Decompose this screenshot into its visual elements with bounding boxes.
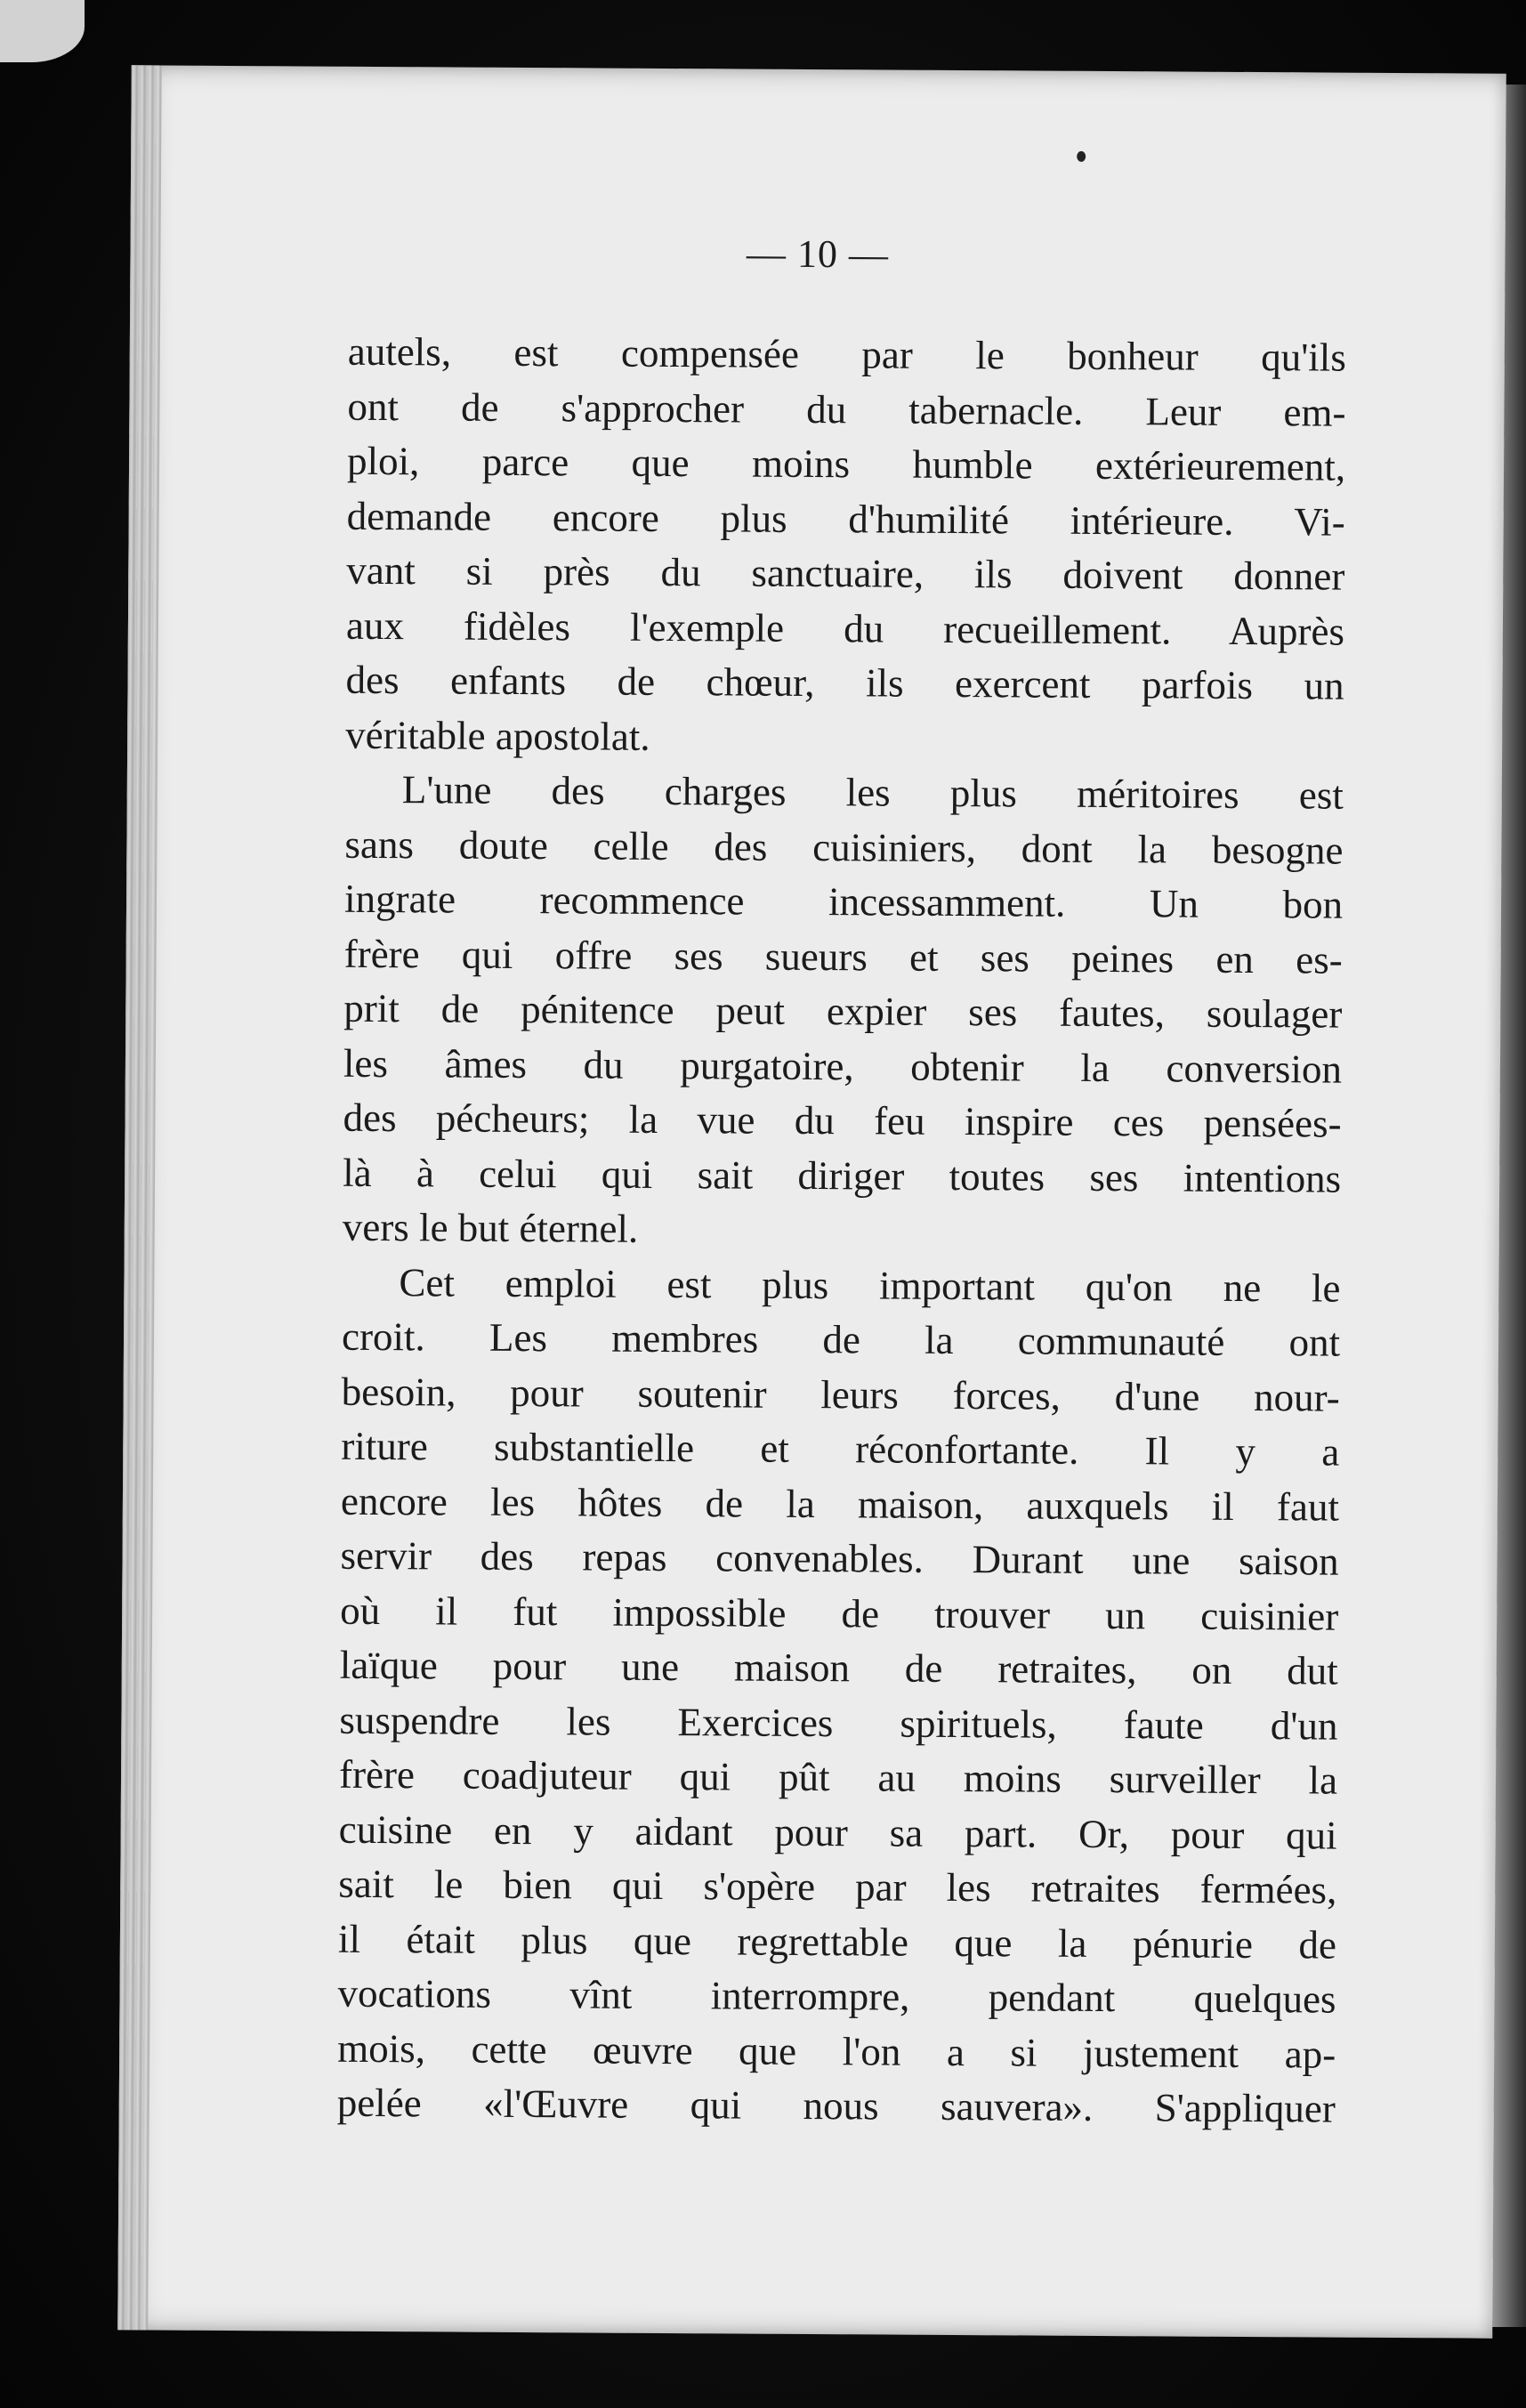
- text-line: autels, est compensée par le bonheur qu'ils: [347, 328, 1346, 380]
- text-line: prit de pénitence peut expier ses fautes, soulager: [343, 985, 1343, 1037]
- text-line: Cet emploi est plus important qu'on ne le: [399, 1259, 1341, 1311]
- page-number: — 10 —: [746, 231, 890, 277]
- text-line: véritable apostolat.: [345, 712, 650, 759]
- text-line: aux fidèles l'exemple du recueillement. Auprès: [345, 602, 1345, 654]
- text-line: riture substantielle et réconfortante. Il y a: [341, 1423, 1340, 1475]
- text-line: suspendre les Exercices spirituels, faute d'un: [339, 1697, 1338, 1749]
- text-line: vant si près du sanctuaire, ils doivent donner: [346, 547, 1345, 599]
- text-line: là à celui qui sait diriger toutes ses intentions: [343, 1150, 1342, 1201]
- text-line: des pécheurs; la vue du feu inspire ces pensées-: [343, 1095, 1342, 1146]
- text-line: servir des repas convenables. Durant une saison: [340, 1532, 1339, 1584]
- paragraph-3: [337, 1255, 1341, 2137]
- text-line: vocations vînt interrompre, pendant quelques: [337, 1970, 1336, 2022]
- text-line: sans doute celle des cuisiniers, dont la besogne: [344, 821, 1344, 873]
- text-line: L'une des charges les plus méritoires est: [401, 767, 1344, 818]
- text-line: des enfants de chœur, ils exercent parfois un: [345, 657, 1344, 708]
- text-line: les âmes du purgatoire, obtenir la conversion: [343, 1040, 1343, 1092]
- text-line: frère coadjuteur qui pût au moins surveiller la: [338, 1751, 1338, 1803]
- text-line: il était plus que regrettable que la pénurie de: [337, 1916, 1337, 1968]
- text-line: laïque pour une maison de retraites, on dut: [339, 1642, 1338, 1693]
- text-line: demande encore plus d'humilité intérieure. Vi-: [346, 493, 1345, 545]
- text-line: mois, cette œuvre que l'on a si justement ap-: [337, 2025, 1336, 2077]
- body-text: [337, 325, 1346, 2137]
- text-line: sait le bien qui s'opère par les retraites fermées,: [338, 1861, 1337, 1912]
- text-line: frère qui offre ses sueurs et ses peines en es-: [343, 931, 1343, 982]
- text-line: pelée «l'Œuvre qui nous sauvera». S'appliquer: [336, 2080, 1336, 2131]
- paragraph-1: [345, 325, 1346, 769]
- text-line: ont de s'approcher du tabernacle. Leur em-: [347, 384, 1346, 435]
- text-line: cuisine en y aidant pour sa part. Or, pour qui: [338, 1806, 1337, 1858]
- text-line: vers le but éternel.: [342, 1204, 639, 1251]
- ink-dot: [1077, 151, 1086, 162]
- text-line: ploi, parce que moins humble extérieurement,: [346, 438, 1346, 489]
- book-page: [117, 65, 1506, 2338]
- text-line: encore les hôtes de la maison, auxquels il faut: [340, 1478, 1340, 1530]
- text-line: besoin, pour soutenir leurs forces, d'une nour-: [341, 1369, 1340, 1420]
- text-line: croit. Les membres de la communauté ont: [341, 1313, 1341, 1365]
- paragraph-2: [343, 763, 1344, 1261]
- text-line: ingrate recommence incessamment. Un bon: [343, 876, 1344, 927]
- text-line: où il fut impossible de trouver un cuisinier: [340, 1588, 1339, 1639]
